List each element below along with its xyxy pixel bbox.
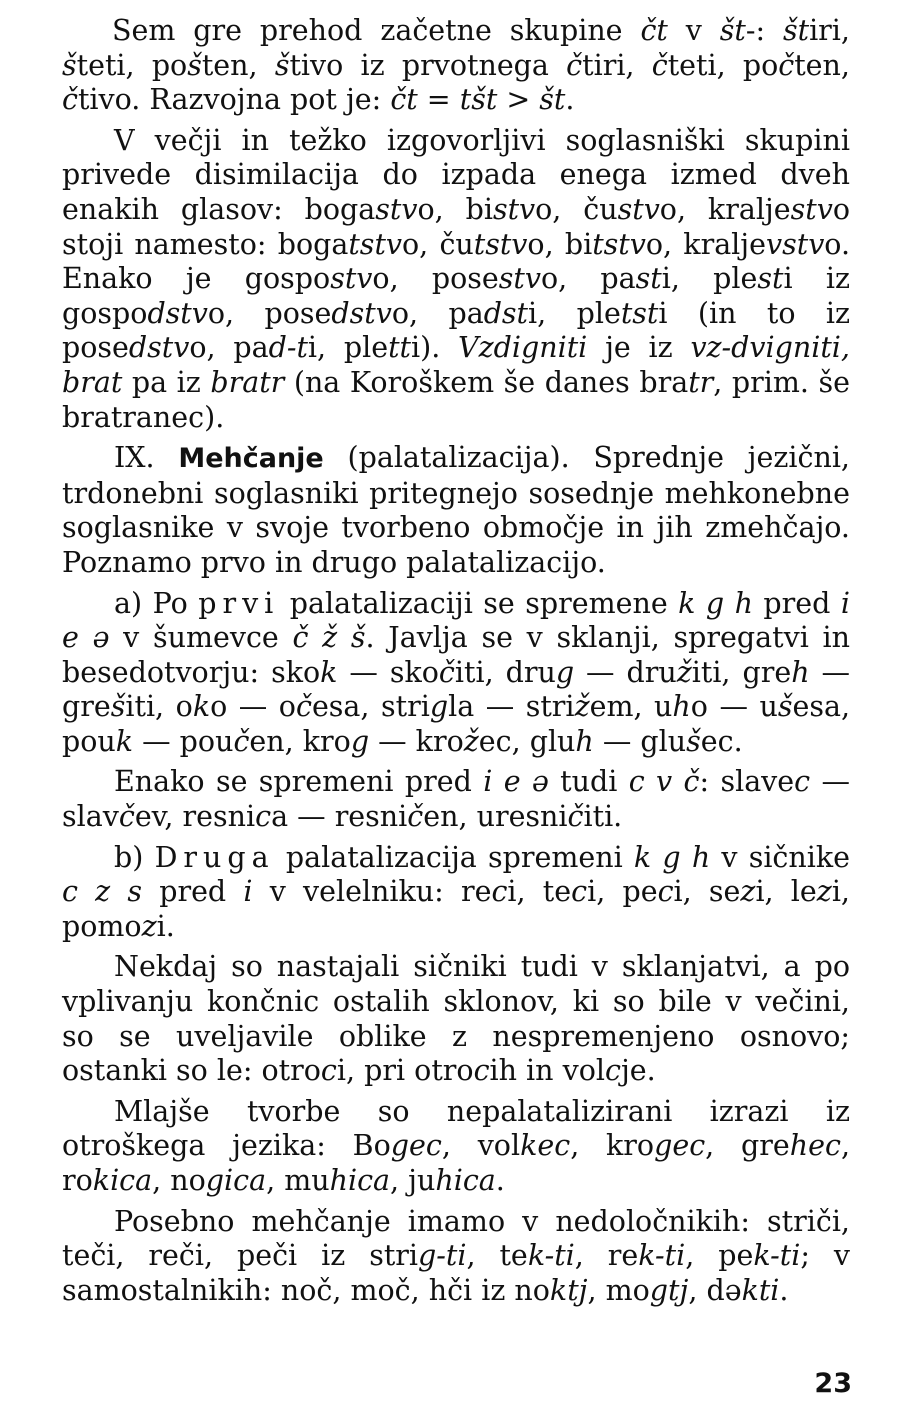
- body-text: esa, pou: [62, 690, 851, 758]
- body-text: i, le: [755, 875, 817, 909]
- body-text: tivo iz prvotnega: [289, 48, 567, 82]
- body-text: : slave: [699, 765, 795, 799]
- body-text: — slav: [62, 765, 850, 834]
- body-text: o, ču: [402, 227, 474, 261]
- body-text: ; v samostalnikih: noč, moč, hči iz no: [62, 1239, 850, 1307]
- body-text: pred: [752, 586, 841, 620]
- body-text: i, se: [673, 875, 741, 909]
- italic-text: vstv: [766, 227, 825, 261]
- italic-text: hica: [329, 1164, 391, 1197]
- italic-text: ž: [463, 724, 479, 758]
- body-text: — glu: [593, 724, 687, 758]
- body-text: i iz gospo: [62, 262, 850, 330]
- italic-text: c: [604, 1054, 621, 1088]
- italic-text: c: [473, 1054, 490, 1088]
- body-text: o, pa: [189, 331, 269, 365]
- body-text: v šumevce: [109, 621, 293, 655]
- italic-text: k: [320, 655, 338, 689]
- body-text: -:: [745, 14, 783, 47]
- italic-text: k: [192, 690, 211, 724]
- body-text: b): [114, 840, 155, 874]
- body-text: o stoji namesto: boga: [62, 192, 850, 261]
- body-text: i, pe: [587, 875, 658, 909]
- body-text: .: [565, 83, 575, 117]
- body-text: — pou: [133, 724, 234, 758]
- paragraph-st-cluster: [62, 14, 850, 118]
- italic-text: š: [274, 48, 290, 82]
- italic-text: gec: [654, 1129, 706, 1163]
- italic-text: tstv: [473, 227, 528, 261]
- italic-text: ž: [574, 690, 590, 724]
- italic-text: stv: [498, 262, 541, 296]
- italic-text: ktj: [549, 1273, 588, 1307]
- body-text: o — u: [690, 690, 778, 724]
- body-text: , vol: [441, 1129, 521, 1163]
- body-text: en, kro: [249, 724, 351, 758]
- italic-text: i: [243, 875, 253, 909]
- paragraph-c-v-c: [62, 765, 850, 834]
- body-text: i, ple: [307, 331, 389, 365]
- italic-text: z: [141, 909, 157, 943]
- italic-text: g: [429, 690, 449, 724]
- body-text: , mu: [266, 1164, 330, 1197]
- italic-text: š: [777, 690, 793, 724]
- italic-text: k-ti: [638, 1239, 686, 1273]
- body-text: , gre: [705, 1129, 790, 1163]
- body-text: , te: [466, 1239, 528, 1273]
- italic-text: c z s: [62, 875, 142, 909]
- body-text: IX.: [114, 441, 179, 475]
- italic-text: š: [62, 48, 77, 82]
- italic-text: z: [816, 875, 832, 909]
- italic-text: č: [233, 724, 250, 758]
- body-text: o, bi: [527, 227, 593, 261]
- body-text: , no: [152, 1164, 206, 1197]
- italic-text: tstv: [592, 227, 646, 261]
- body-text: iri,: [809, 14, 850, 47]
- body-text: o, pa: [540, 262, 636, 296]
- body-text: teti, po: [667, 48, 779, 82]
- body-text: teti, po: [76, 48, 188, 82]
- body-text: — sko: [337, 655, 439, 689]
- body-text: — gre: [62, 655, 851, 724]
- body-text: iti, o: [125, 690, 193, 724]
- body-text: iti, dru: [454, 655, 556, 689]
- italic-text: hec: [789, 1129, 841, 1163]
- body-text: a — resni: [271, 800, 408, 834]
- italic-text: bratr: [210, 365, 285, 399]
- italic-text: č: [407, 800, 424, 834]
- italic-text: gtj: [649, 1273, 689, 1307]
- body-text: je.: [620, 1054, 656, 1088]
- paragraph-child-language: [62, 1095, 850, 1199]
- italic-text: h: [791, 655, 810, 689]
- body-text: pred: [142, 875, 244, 909]
- body-text: palatalizaciji se spremene: [279, 586, 679, 620]
- body-text: . Javlja se v sklanji, spregatvi in besedotvorju: sko: [62, 621, 850, 689]
- italic-text: š: [110, 690, 126, 724]
- italic-text: stv: [617, 192, 660, 226]
- italic-text: tt: [388, 331, 411, 365]
- paragraph-second-palatalization: [62, 841, 850, 945]
- body-text: v: [667, 14, 720, 47]
- body-text: o. Enako je gospo: [62, 227, 851, 296]
- body-text: v sičnike: [710, 840, 850, 874]
- italic-text: z: [740, 875, 756, 909]
- italic-text: k-ti: [527, 1239, 575, 1273]
- italic-text: c: [794, 765, 811, 799]
- paragraph-infinitives: [62, 1205, 850, 1309]
- body-text: Sem gre prehod začetne skupine: [112, 14, 641, 47]
- body-text: ten,: [201, 48, 275, 82]
- italic-text: č: [118, 800, 135, 834]
- italic-text: dst: [483, 296, 529, 330]
- italic-text: k: [115, 724, 134, 758]
- page-number: 23: [814, 1368, 852, 1399]
- body-text: tiri,: [582, 48, 652, 82]
- body-text: i, ple: [528, 296, 621, 330]
- italic-text: d-t: [268, 331, 308, 365]
- italic-text: š: [187, 48, 202, 82]
- italic-text: gica: [205, 1164, 267, 1197]
- italic-text: g: [350, 724, 370, 758]
- italic-text: c: [491, 875, 508, 909]
- italic-text: stv: [375, 192, 418, 226]
- body-text: Nekdaj so nastajali sičniki tudi v sklanjatvi, a po vplivanju končnic ostalih sklonov, ki so bile v večini, so se uveljavile oblike z nespremenjeno osnovo; ostanki so le: otro: [62, 950, 850, 1088]
- body-text: tivo. Razvojna pot je:: [77, 83, 391, 117]
- body-text: i).: [410, 331, 459, 365]
- italic-text: čt: [640, 14, 668, 47]
- italic-text: i e ə: [483, 765, 549, 799]
- italic-text: vz-dvigniti, brat: [62, 331, 850, 399]
- body-text: .: [779, 1273, 789, 1307]
- body-text: je iz: [587, 331, 691, 365]
- body-text: — dru: [574, 655, 677, 689]
- body-text: , kro: [570, 1129, 655, 1163]
- body-text: v velelniku: re: [252, 875, 492, 909]
- italic-text: h: [672, 690, 691, 724]
- paragraph-first-palatalization: [62, 587, 850, 760]
- italic-text: k g h: [633, 840, 711, 874]
- italic-text: h: [575, 724, 594, 758]
- paragraph-palatalization-intro: [62, 441, 850, 580]
- body-text: i, ple: [661, 262, 758, 296]
- body-text: o, pa: [391, 296, 484, 330]
- italic-text: stv: [492, 192, 536, 226]
- body-text: esa, stri: [311, 690, 430, 724]
- italic-text: stv: [330, 262, 373, 296]
- spaced-text: Druga: [154, 840, 275, 874]
- body-text: i, pomo: [62, 875, 850, 943]
- body-text: i (in to iz pose: [62, 296, 851, 365]
- italic-text: č ž š: [292, 621, 366, 655]
- italic-text: š: [686, 724, 701, 758]
- italic-text: kec: [520, 1129, 571, 1163]
- body-text: o — o: [210, 690, 296, 724]
- body-text: — kro: [369, 724, 464, 758]
- italic-text: č: [438, 655, 455, 689]
- italic-text: št: [782, 14, 810, 47]
- italic-text: tstv: [348, 227, 402, 261]
- body-text: Mlajše tvorbe so nepalatalizirani izrazi iz otroškega jezika: Bo: [62, 1094, 850, 1163]
- body-text: , pe: [685, 1239, 754, 1273]
- body-text: , mo: [587, 1273, 650, 1307]
- italic-text: Vzdigniti: [458, 331, 588, 365]
- body-text: ec.: [700, 724, 743, 758]
- body-text: ten,: [794, 48, 850, 82]
- italic-text: c: [255, 800, 272, 834]
- body-text: iti, gre: [691, 655, 792, 689]
- body-text: .: [495, 1164, 505, 1197]
- italic-text: čt = tšt > št: [390, 83, 566, 117]
- paragraph-dissimilation: [62, 124, 850, 435]
- body-text: , prim. še bratranec).: [62, 365, 851, 434]
- italic-text: č: [651, 48, 668, 82]
- italic-text: g-ti: [418, 1239, 467, 1273]
- body-text: Posebno mehčanje imamo v nedoločnikih: striči, teči, reči, peči iz stri: [62, 1204, 850, 1273]
- body-text: , də: [688, 1273, 742, 1307]
- italic-text: tr: [688, 365, 714, 399]
- body-text: o, bi: [417, 192, 493, 226]
- body-text: ev, resni: [134, 800, 256, 834]
- body-text: em, u: [589, 690, 673, 724]
- body-text: , re: [574, 1239, 639, 1273]
- bold-heading-text: Mehčanje: [178, 443, 324, 475]
- italic-text: st: [757, 262, 784, 296]
- italic-text: st: [635, 262, 662, 296]
- italic-text: gec: [390, 1129, 442, 1163]
- body-text: pa iz: [122, 365, 211, 399]
- body-text: a) Po: [114, 586, 199, 620]
- italic-text: č: [295, 690, 312, 724]
- italic-text: k g h: [678, 586, 753, 620]
- body-text: i, pri otro: [336, 1054, 474, 1088]
- italic-text: dstv: [128, 331, 190, 365]
- italic-text: č: [567, 800, 584, 834]
- italic-text: dstv: [331, 296, 392, 330]
- italic-text: c: [571, 875, 588, 909]
- body-text: , ju: [390, 1164, 436, 1197]
- italic-text: g: [555, 655, 575, 689]
- italic-text: ž: [676, 655, 692, 689]
- italic-text: č: [778, 48, 795, 82]
- body-text: en, uresni: [423, 800, 568, 834]
- body-text: , ro: [62, 1129, 851, 1197]
- italic-text: št: [719, 14, 746, 47]
- body-text: tudi: [548, 765, 629, 799]
- body-text: o, kralje: [645, 227, 767, 261]
- body-text: o, pose: [372, 262, 499, 296]
- body-text: (palatalizacija). Sprednje jezični, trdonebni soglasniki pritegnejo sosednje mehkonebne soglasnike v svoje tvorbeno območje in jih zmehčajo. Poznamo prvo in drugo palatalizacijo.: [62, 441, 850, 579]
- spaced-text: prvi: [198, 586, 280, 620]
- italic-text: hica: [435, 1164, 496, 1197]
- italic-text: k-ti: [753, 1239, 801, 1273]
- body-text: o, ču: [535, 192, 618, 226]
- italic-text: kica: [92, 1164, 153, 1197]
- italic-text: i e ə: [62, 586, 850, 655]
- body-text: la — stri: [448, 690, 575, 724]
- italic-text: c v č: [628, 765, 700, 799]
- italic-text: stv: [790, 192, 833, 226]
- body-text: iti.: [583, 800, 623, 834]
- page-body: [62, 14, 850, 1308]
- body-text: ih in vol: [489, 1054, 605, 1088]
- paragraph-declension: [62, 950, 850, 1088]
- body-text: o, pose: [207, 296, 332, 330]
- body-text: o, kralje: [659, 192, 791, 226]
- italic-text: č: [566, 48, 583, 82]
- body-text: Enako se spremeni pred: [114, 765, 484, 799]
- italic-text: č: [62, 83, 78, 117]
- italic-text: c: [320, 1054, 337, 1088]
- body-text: V večji in težko izgovorljivi soglasniški skupini privede disimilacija do izpada enega izmed dveh enakih glasov: boga: [62, 123, 850, 226]
- body-text: i.: [156, 909, 175, 943]
- body-text: i, te: [507, 875, 572, 909]
- italic-text: dstv: [147, 296, 208, 330]
- body-text: ec, glu: [478, 724, 576, 758]
- body-text: palatalizacija spremeni: [274, 840, 634, 874]
- italic-text: tst: [620, 296, 659, 330]
- body-text: (na Koroškem še danes bra: [284, 365, 689, 399]
- italic-text: c: [657, 875, 674, 909]
- italic-text: kti: [741, 1273, 780, 1307]
